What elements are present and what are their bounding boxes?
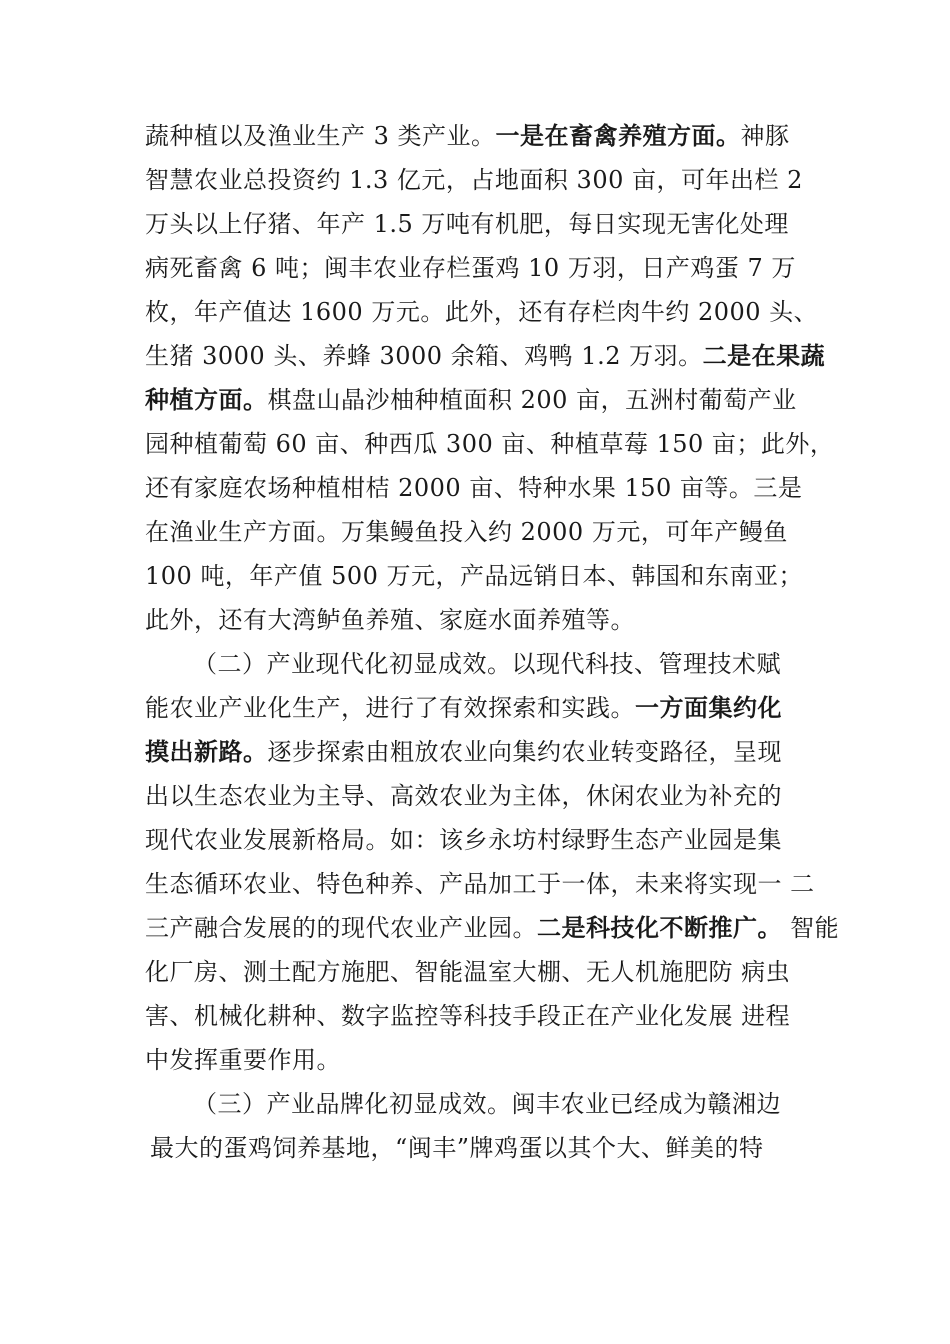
text-line (145, 598, 635, 642)
text-run: 最大的蛋鸡饲养基地，“闽丰”牌鸡蛋以其个大、鲜美的特 (150, 1134, 764, 1162)
text-run: 万头以上仔猪、年产 1.5 万吨有机肥，每日实现无害化处理 (145, 210, 789, 238)
text-line (145, 378, 797, 422)
text-run: 生态循环农业、特色种养、产品加工于一体，未来将实现一 二 (145, 870, 815, 898)
text-run: 现代农业发展新格局。如：该乡永坊村绿野生态产业园是集 (145, 826, 782, 854)
text-line (145, 202, 789, 246)
bold-heading: 二是科技化不断推广。 (537, 913, 782, 942)
paragraph-start-line (193, 642, 781, 686)
text-run: 智慧农业总投资约 1.3 亿元，占地面积 300 亩，可年出栏 2 (145, 166, 803, 194)
text-run: 病死畜禽 6 吨；闽丰农业存栏蛋鸡 10 万羽，日产鸡蛋 7 万 (145, 254, 796, 282)
text-run: 神豚 (740, 122, 790, 150)
bold-heading: 二是在果蔬 (702, 341, 826, 370)
text-line (145, 554, 803, 598)
text-run: 能农业产业化生产，进行了有效探索和实践。 (145, 694, 635, 722)
text-run: 害、机械化耕种、数字监控等科技手段正在产业化发展 进程 (145, 1002, 791, 1030)
text-run: 智能 (782, 914, 840, 942)
text-run: 在渔业生产方面。万集鳗鱼投入约 2000 万元，可年产鳗鱼 (145, 518, 788, 546)
text-run: 出以生态农业为主导、高效农业为主体，休闲农业为补充的 (145, 782, 782, 810)
text-run: 棋盘山晶沙柚种植面积 200 亩，五洲村葡萄产业 (267, 386, 797, 414)
text-line (145, 334, 825, 378)
text-run: 化厂房、测土配方施肥、智能温室大棚、无人机施肥防 病虫 (145, 958, 791, 986)
text-run: 中发挥重要作用。 (145, 1046, 341, 1074)
text-line (145, 950, 790, 994)
text-run: 还有家庭农场种植柑桔 2000 亩、特种水果 150 亩等。三是 (145, 474, 803, 502)
text-line (145, 422, 834, 466)
text-line (150, 1126, 764, 1170)
text-line (145, 994, 790, 1038)
bold-heading: 一方面集约化 (635, 693, 782, 722)
text-line (145, 290, 818, 334)
text-line (145, 1038, 341, 1082)
text-line (145, 510, 788, 554)
text-run: 100 吨，年产值 500 万元，产品远销日本、韩国和东南亚； (145, 562, 804, 590)
text-run: 枚，年产值达 1600 万元。此外，还有存栏肉牛约 2000 头、 (145, 298, 819, 326)
text-run: 生猪 3000 头、养蜂 3000 余箱、鸡鸭 1.2 万羽。 (145, 342, 703, 370)
text-line (145, 114, 790, 158)
text-line (145, 862, 815, 906)
text-run: 逐步探索由粗放农业向集约农业转变路径，呈现 (267, 738, 782, 766)
text-line (145, 686, 782, 730)
text-line (145, 466, 802, 510)
text-run: 蔬种植以及渔业生产 3 类产业。 (145, 122, 496, 150)
bold-heading: 摸出新路。 (145, 737, 268, 766)
text-run: 三产融合发展的的现代农业产业园。 (145, 914, 537, 942)
text-run: 园种植葡萄 60 亩、种西瓜 300 亩、种植草莓 150 亩；此外， (145, 430, 835, 458)
bold-heading: 种植方面。 (145, 385, 268, 414)
text-line (145, 906, 839, 950)
text-run: （三）产业品牌化初显成效。闽丰农业已经成为赣湘边 (193, 1090, 781, 1118)
text-line (145, 774, 782, 818)
text-line (145, 158, 803, 202)
text-run: 此外，还有大湾鲈鱼养殖、家庭水面养殖等。 (145, 606, 635, 634)
text-run: （二）产业现代化初显成效。以现代科技、管理技术赋 (193, 650, 781, 678)
paragraph-start-line (193, 1082, 781, 1126)
text-line (145, 246, 796, 290)
bold-heading: 一是在畜禽养殖方面。 (495, 121, 741, 150)
text-line (145, 730, 782, 774)
text-line (145, 818, 782, 862)
